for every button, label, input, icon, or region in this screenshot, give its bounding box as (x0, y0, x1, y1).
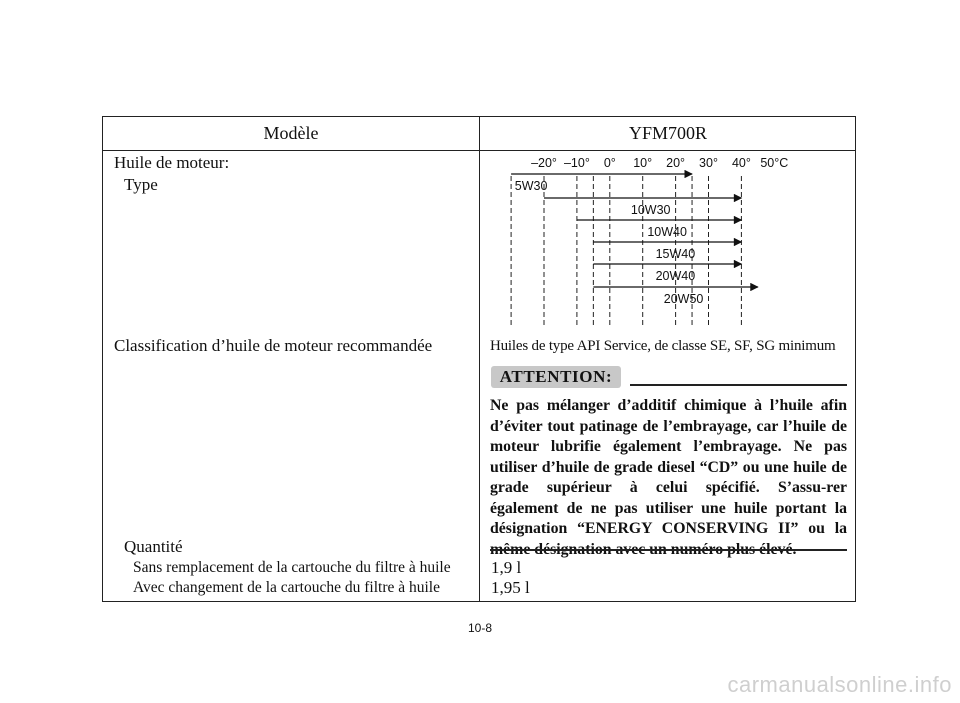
grade-label: 5W30 (514, 179, 548, 193)
attention-badge: ATTENTION: (491, 366, 621, 388)
grade-label: 20W40 (655, 269, 696, 283)
temperature-axis-labels (531, 156, 788, 170)
engine-oil-label: Huile de moteur: (114, 153, 230, 172)
attention-bottom-rule (490, 549, 847, 551)
grade-label: 10W40 (647, 225, 687, 239)
oil-viscosity-chart (498, 150, 798, 328)
without-filter-label: Sans remplacement de la cartouche du filtre à huile (133, 559, 451, 576)
grade-label: 10W30 (630, 203, 671, 217)
oil-type-label: Type (124, 175, 158, 194)
with-filter-value: 1,95 l (491, 578, 530, 597)
with-filter-label: Avec changement de la cartouche du filtre à huile (133, 579, 440, 596)
temperature-label: 20° (666, 156, 686, 170)
classification-value: Huiles de type API Service, de classe SE, SF, SG minimum (490, 338, 836, 354)
temperature-label: 40° (731, 156, 751, 170)
watermark: carmanualsonline.info (727, 672, 952, 697)
column-divider (479, 117, 480, 601)
classification-label: Classification d’huile de moteur recommandée (114, 336, 433, 355)
quantity-label: Quantité (124, 537, 183, 556)
attention-text: Ne pas mélanger d’additif chimique à l’huile afin d’éviter tout patinage de l’embrayage, car l’huile de moteur lubrifie également l’embrayage. Ne pas utiliser d’huile de grade diesel “CD” ou une huile de grade supérieur à celui spécifié. S’assu-rer également de ne pas utiliser une huile portant la désignation “ENERGY CONSERVING II” ou la même désignation avec un numéro plus élevé. (490, 397, 847, 558)
temperature-label: 0° (603, 156, 616, 170)
model-value-header: YFM700R (628, 123, 708, 143)
model-header: Modèle (263, 123, 319, 143)
grade-label: 15W40 (655, 247, 696, 261)
temperature-label: 10° (633, 156, 653, 170)
grade-range-bars (511, 174, 758, 306)
attention-top-rule (630, 384, 847, 386)
without-filter-value: 1,9 l (491, 558, 522, 577)
temperature-label: 30° (699, 156, 718, 170)
temperature-label: 50°C (760, 156, 789, 170)
temperature-label: –20° (531, 156, 557, 170)
grade-label: 20W50 (663, 292, 704, 306)
temperature-label: –10° (563, 156, 590, 170)
page-number: 10-8 (467, 621, 493, 635)
